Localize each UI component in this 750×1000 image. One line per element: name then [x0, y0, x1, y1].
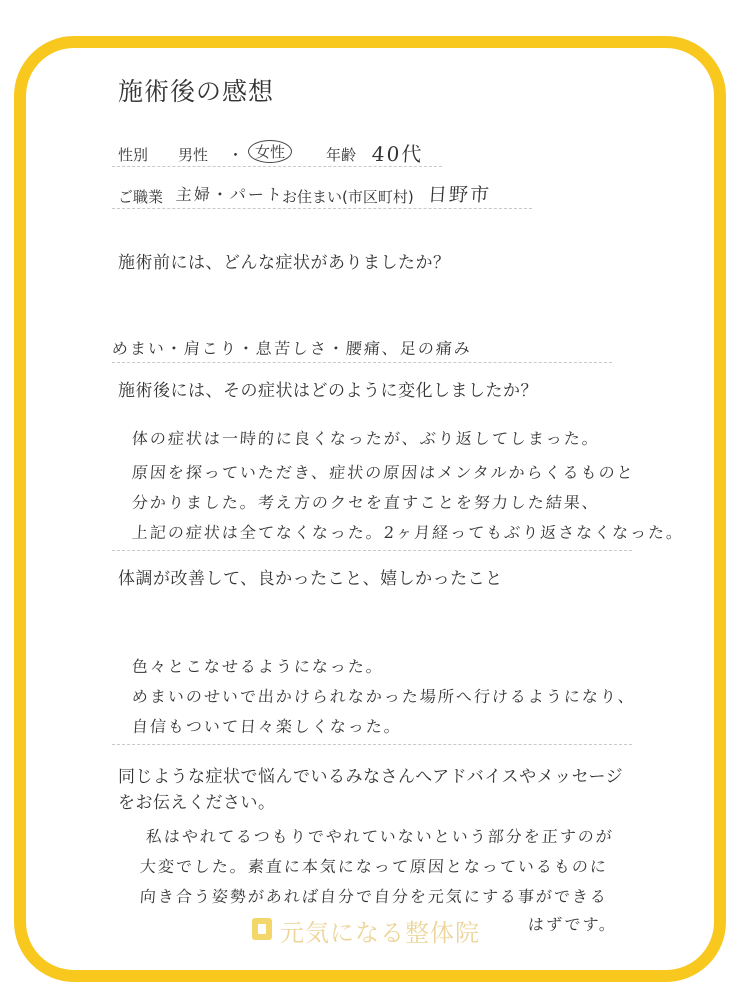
answer-change-line-3: 分かりました。考え方のクセを直すことを努力した結果、: [131, 493, 601, 512]
clinic-logo-text: 元気になる整体院: [280, 919, 480, 947]
question-advice-line-1: 同じような症状で悩んでいるみなさんへアドバイスやメッセージ: [118, 767, 624, 787]
occupation-label: ご職業: [118, 188, 164, 206]
answer-advice-line-3: 向き合う姿勢があれば自分で自分を元気にする事ができる: [139, 887, 609, 906]
age-label: 年齢: [326, 146, 357, 164]
answer-advice-line-2: 大変でした。素直に本気になって原因となっているものに: [139, 857, 609, 876]
clinic-logo-icon: [252, 918, 272, 940]
page-title: 施術後の感想: [118, 77, 275, 106]
answer-good-line-1: 色々とこなせるようになった。: [131, 657, 385, 676]
answer-change-line-1: 体の症状は一時的に良くなったが、ぶり返してしまった。: [131, 429, 601, 448]
profile-underline-2: [112, 208, 532, 209]
answer-advice-line-1: 私はやれてるつもりでやれていないという部分を正すのが: [145, 827, 615, 846]
question-good-things: 体調が改善して、良かったこと、嬉しかったこと: [118, 569, 503, 589]
gender-female-circle: 女性: [248, 140, 292, 163]
residence-label: お住まい(市区町村): [282, 188, 414, 206]
gender-label: 性別: [118, 146, 149, 164]
answer-good-line-2: めまいのせいで出かけられなかった場所へ行けるようになり、: [131, 687, 637, 706]
answer-change-line-2: 原因を探っていただき、症状の原因はメンタルからくるものと: [131, 463, 636, 482]
occupation-value: 主婦・パート: [175, 185, 285, 204]
answer-rule: [112, 550, 632, 551]
gender-option-female-circled: [250, 140, 290, 163]
answer-advice-line-4: はずです。: [527, 915, 618, 934]
profile-underline-1: [112, 166, 442, 167]
answer-rule: [112, 744, 632, 745]
gender-option-male: 男性: [178, 146, 209, 164]
gender-separator: ・: [228, 146, 244, 164]
answer-symptoms-before: めまい・肩こり・息苦しさ・腰痛、足の痛み: [111, 339, 473, 358]
age-value: 40代: [371, 142, 425, 166]
question-symptoms-before: 施術前には、どんな症状がありましたか？: [118, 253, 451, 273]
answer-rule: [112, 362, 612, 363]
answer-change-line-4: 上記の症状は全てなくなった。2ヶ月経ってもぶり返さなくなった。: [131, 523, 685, 542]
question-advice-line-2: をお伝えください。: [118, 793, 276, 813]
answer-good-line-3: 自信もついて日々楽しくなった。: [131, 717, 403, 736]
residence-value: 日野市: [427, 184, 492, 206]
question-change-after: 施術後には、その症状はどのように変化しましたか？: [118, 381, 538, 401]
